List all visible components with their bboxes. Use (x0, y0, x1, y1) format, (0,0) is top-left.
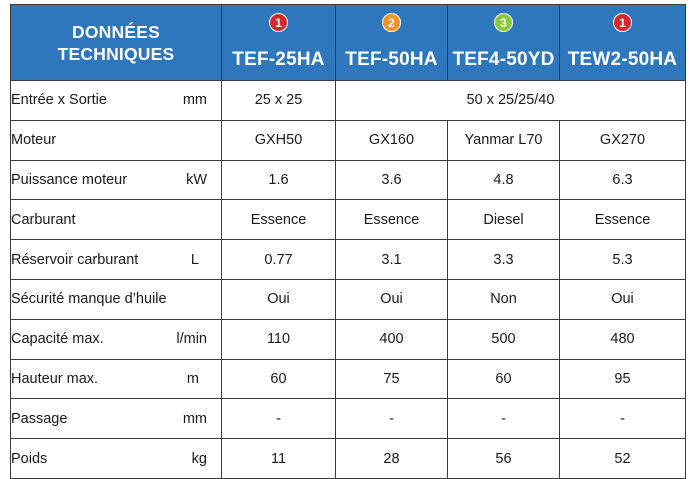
table-cell: 6.3 (560, 160, 686, 200)
row-label (11, 399, 222, 439)
spec-name: Poids (11, 450, 48, 467)
spec-name: Moteur (11, 132, 57, 149)
spec-unit: mm (182, 92, 207, 109)
row-label (11, 279, 222, 319)
table-cell: 52 (560, 439, 686, 479)
model-header-tef-50ha (336, 5, 448, 81)
row-label (11, 160, 222, 200)
table-row (11, 81, 686, 121)
table-row (11, 439, 686, 479)
table-row (11, 319, 686, 359)
spec-unit: m (186, 370, 199, 387)
table-cell: - (560, 399, 686, 439)
table-cell: - (222, 399, 336, 439)
table-cell: 4.8 (448, 160, 560, 200)
technical-data-table (10, 4, 686, 479)
table-cell: 3.1 (336, 240, 448, 280)
spec-unit: kW (186, 171, 207, 188)
table-cell: GX160 (336, 120, 448, 160)
table-cell: 11 (222, 439, 336, 479)
spec-name: Carburant (11, 211, 76, 228)
table-cell: 3.6 (336, 160, 448, 200)
number-badge: 1 (269, 13, 288, 32)
spec-name: Sécurité manque d’huile (11, 291, 167, 308)
table-row (11, 279, 686, 319)
table-cell: 480 (560, 319, 686, 359)
header-row (11, 5, 686, 81)
table-cell: 56 (448, 439, 560, 479)
table-cell: 110 (222, 319, 336, 359)
model-name: TEF-50HA (345, 49, 438, 70)
table-cell: 1.6 (222, 160, 336, 200)
table-cell: 400 (336, 319, 448, 359)
spec-unit: mm (182, 410, 207, 427)
spec-unit: L (190, 251, 199, 268)
number-badge: 1 (613, 13, 632, 32)
title-line-2: TECHNIQUES (57, 43, 175, 64)
model-header-tef4-50yd (448, 5, 560, 81)
row-label (11, 200, 222, 240)
model-header-tef-25ha (222, 5, 336, 81)
table-row (11, 200, 686, 240)
table-cell: Yanmar L70 (448, 120, 560, 160)
table-cell: Diesel (448, 200, 560, 240)
table-cell: - (448, 399, 560, 439)
spec-unit: kg (191, 450, 207, 467)
spec-name: Puissance moteur (11, 171, 128, 188)
table-cell: - (336, 399, 448, 439)
table-cell-merged: 50 x 25/25/40 (336, 81, 686, 121)
table-cell: 60 (448, 359, 560, 399)
spec-name: Capacité max. (11, 331, 104, 348)
table-title (11, 5, 222, 81)
table-row (11, 240, 686, 280)
table-cell: 0.77 (222, 240, 336, 280)
table-cell: 28 (336, 439, 448, 479)
spec-name: Réservoir carburant (11, 251, 139, 268)
number-badge: 3 (494, 13, 513, 32)
title-line-1: DONNÉES (72, 21, 160, 42)
table-cell: GX270 (560, 120, 686, 160)
row-label (11, 319, 222, 359)
table-row (11, 120, 686, 160)
model-header-tew2-50ha (560, 5, 686, 81)
row-label (11, 439, 222, 479)
table-cell: Oui (222, 279, 336, 319)
table-cell: Oui (560, 279, 686, 319)
table-row (11, 160, 686, 200)
table-cell: 75 (336, 359, 448, 399)
row-label (11, 81, 222, 121)
model-name: TEW2-50HA (567, 49, 678, 70)
table-cell: 5.3 (560, 240, 686, 280)
model-name: TEF-25HA (232, 49, 325, 70)
table-cell: Oui (336, 279, 448, 319)
spec-name: Entrée x Sortie (11, 92, 107, 109)
row-label (11, 120, 222, 160)
number-badge: 2 (382, 13, 401, 32)
table-row (11, 399, 686, 439)
table-cell: 95 (560, 359, 686, 399)
table-cell: GXH50 (222, 120, 336, 160)
table-row (11, 359, 686, 399)
table-cell: Essence (336, 200, 448, 240)
table-cell: Non (448, 279, 560, 319)
table-cell: 500 (448, 319, 560, 359)
spec-name: Hauteur max. (11, 370, 99, 387)
table-cell: Essence (222, 200, 336, 240)
model-name: TEF4-50YD (452, 49, 555, 70)
row-label (11, 240, 222, 280)
spec-unit: l/min (176, 331, 207, 348)
table-cell: 25 x 25 (222, 81, 336, 121)
table-cell: 3.3 (448, 240, 560, 280)
table-cell: Essence (560, 200, 686, 240)
table-cell: 60 (222, 359, 336, 399)
row-label (11, 359, 222, 399)
spec-name: Passage (11, 410, 68, 427)
